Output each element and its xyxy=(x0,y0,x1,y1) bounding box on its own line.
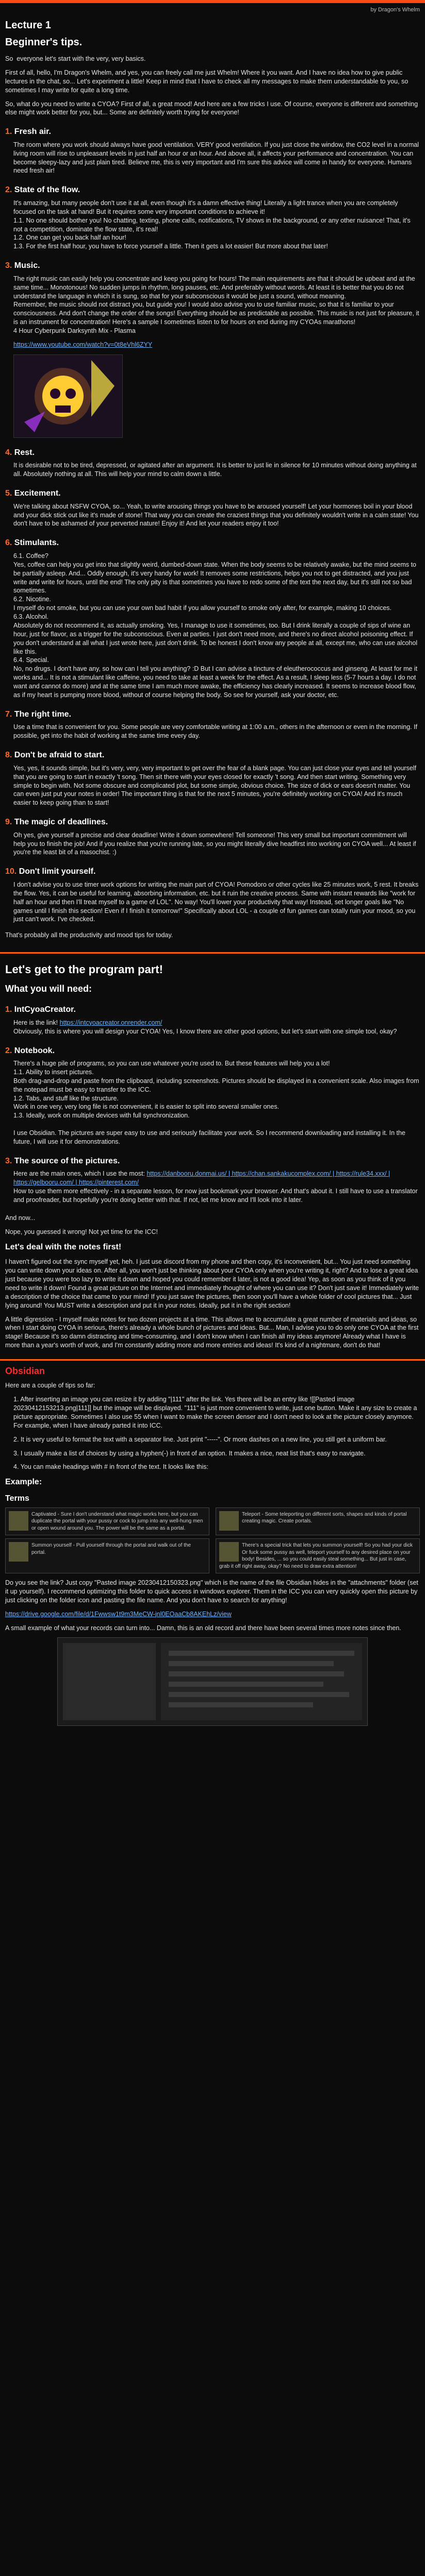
notes-title: Let's deal with the notes first! xyxy=(5,1242,122,1251)
terms-example xyxy=(5,1493,420,1573)
section-9 xyxy=(5,817,420,828)
image-sources-links[interactable]: https://danbooru.donmai.us/ | https://chan.sankakucomplex.com/ | https://rule34.xxx/ | https://gelbooru.com/ | https://pinterest.com/ xyxy=(13,1170,390,1187)
section-title: Don't limit yourself. xyxy=(19,867,96,876)
item-number: 3. xyxy=(5,1156,12,1165)
item-number: 1. xyxy=(5,1005,12,1014)
term-card xyxy=(216,1507,420,1536)
item-title: The source of the pictures. xyxy=(14,1156,120,1165)
section-number: 8. xyxy=(5,751,12,760)
top-bar xyxy=(0,3,425,19)
skull-artwork-icon xyxy=(14,355,122,437)
section-1 xyxy=(5,126,420,138)
obsidian-tip: 4. You can make headings with # in front of the text. It looks like this: xyxy=(13,1463,208,1471)
section-text: The right music can easily help you concentrate and keep you going for hours! The main requirements are that it should be upbeat and at the same time... Monotonous! No sudden jumps in rhythm, long pauses, etc. And preferably without words. At least it is better that you do not understand the language in which it is sung, so that for your subconscious it would be just a sound, without meaning. Remember, the music should not distract you, but guide you! I would also advise you to use familiar music, so that it is familiar to your consciousness. And don't change the order of the songs! Everything should be as predictable as possible. This music is not just for pleasure, it is an instrument for concentration! Here's a sample I sometimes listen to for hours on end during my CYOAs marathons! 4 Hour Cyberpunk Darksynth Mix - Plasma xyxy=(13,275,419,335)
item-text xyxy=(13,1170,420,1205)
intro-3: So, what do you need to write a CYOA? First of all, a great mood! And here are a few tricks I use. Of course, everyone is different and something else might work better for you, but... Some are definitely worth trying for everyone! xyxy=(5,100,418,116)
notes-text-2: A little digression - I myself make notes for two dozen projects at a time. This allows me to accumulate a great number of materials and ideas, so when I start doing CYOA in serious, there's already a whole bunch of pictures and ideas. But... Man, I advise you to do only one CYOA at the first stage! Because it's so damn distracting and time-consuming, and I don't know when I can finish all my ideas anymore! Already what I have is more than a year's worth of work, and I'm constantly adding more and more entries and ideas! It's kind of a nightmare, don't do that! xyxy=(5,1315,419,1349)
term-card xyxy=(5,1507,209,1536)
item-text-2: Obviously, this is where you will design your CYOA! Yes, I know there are other good options, but let's start with one simple tool, okay? xyxy=(13,1027,397,1035)
section-3 xyxy=(5,260,420,272)
intro-1: So everyone let's start with the very, very basics. xyxy=(5,55,146,62)
section-text: I don't advise you to use timer work options for writing the main part of CYOA! Pomodoro or other cycles like 25 minutes work, 5 rest. It breaks the flow. Yes, it can be useful for learning, absorbing information, etc. but it ruin the creative process. Same with instant rewards like "work for half an hour and then I'll treat myself to a game of LOL". No way! You'll lower your productivity that way! Instead, set longer goals like "No games until I finish this section! Even if I finish it tomorrow!" Specifically about LOL - a couple of fun games can totally ruin your mood, so you just can't work. I've checked. xyxy=(13,880,420,923)
program-item-3 xyxy=(5,1156,420,1167)
section-heading xyxy=(5,126,420,138)
section-number: 5. xyxy=(5,489,12,498)
section-number: 9. xyxy=(5,818,12,827)
term-card-text: There's a special trick that lets you summon yourself! So you had your dick Or fuck some pussy as well, teleport yourself to any desired place on your body! Besides, ... so you could easily steal something... But just in case, grab it off right away, okay? No need to draw extra attention! xyxy=(219,1543,413,1569)
section-4 xyxy=(5,447,420,459)
section-divider xyxy=(0,1359,425,1361)
notes-text: I haven't figured out the sync myself yet, heh. I just use discord from my phone and then copy, it's inconvenient, but... You just need something you can write down your ideas on. After all, you won't just be thinking about your CYOA only when you're writing it, right? And to lose a great idea just because you were too lazy to write it down and hoped you could remember it later, is not a good idea! Yep, as soon as you think of it you need to write it down! Found a great picture on the Internet and immediately thought of where you can use it? Don't just save it! Immediately write a description of the choice that came to your mind! If you just save the pictures, then soon you'll have a whole folder of cool pictures that... Just lying around! You MUST write a description and put it in your notes. Ideally, put it in the right section! xyxy=(5,1258,419,1309)
item-heading xyxy=(5,1045,420,1057)
drive-link[interactable] xyxy=(5,1610,420,1619)
term-card xyxy=(216,1538,420,1573)
and-now-text: And now... xyxy=(5,1214,36,1222)
section-heading xyxy=(5,866,420,877)
section-number: 1. xyxy=(5,127,12,137)
item-number: 2. xyxy=(5,1046,12,1055)
section-number: 2. xyxy=(5,185,12,195)
lecture-subtitle: Beginner's tips. xyxy=(5,37,83,48)
term-card-text: Teleport - Some teleporting on different sorts, shapes and kinds of portal creating magic. Create portals. xyxy=(242,1511,407,1524)
author-label: by Dragon's Whelm xyxy=(370,7,420,13)
obsidian-banner xyxy=(5,1365,420,1377)
item-title: IntCyoaCreator. xyxy=(14,1005,76,1014)
section-heading xyxy=(5,184,420,196)
link-note: Do you see the link? Just copy "Pasted image 20230412150323.png" which is the name of the file Obsidian hides in the "attachments" folder (set it up yourself). I recommend optimizing this folder to quick access in windows explorer. Them in the ICC you can very quickly open this picture by just clicking on the folder icon and pasting the file name. And you don't have to search for anything! xyxy=(5,1579,418,1604)
section-number: 10. xyxy=(5,867,17,876)
section-title: Excitement. xyxy=(14,489,61,498)
section-title: Stimulants. xyxy=(14,538,59,548)
section-text: 6.1. Coffee? Yes, coffee can help you get into that slightly weird, dumbed-down state. When the body seems to be relatively awake, but the mind seems to be partially asleep. And... Oddly enough, it's very handy for work! It removes some restrictions, helps you not to get distracted, and you just write and write for hours, until the end! The only pity is that sometimes you have to redo some of the text the next day, but it's still not so bad sometimes. 6.2. Nicotine. I myself do not smoke, but you can use your own bad habit if you allow yourself to smoke only after, for example, making 10 choices. 6.3. Alcohol. Absolutely do not recommend it, as actually smoking. Yes, I manage to use it sometimes, too. But I drink literally a couple of sips of wine an hour, just for flavor, as a trigger for the subconscious. Even at parties. I just don't need more, and there's no direct alcohol poisoning effect. If you don't understand at all what I just wrote here, just don't drink. To be honest I don't know any people at all, except me, who can use alcohol like this. 6.4. Special. No, no drugs. I don't have any, so how can I tell you anything? :D But I can advise a tincture of eleutherococcus and ginseng. At least for me it works and... It is not a stimulant like caffeine, you need to take at least a week for the effect. As a result, I sleep less (5-7 hours a day. I do not want and cannot do more) and at the same time I am much more awake, the efficiency has clearly increased. It seems to increase blood flow, as if my heart is pumping more blood, without of course helping the body. So see for yourself, ask your doctor, etc. xyxy=(13,552,418,699)
terms-row-2 xyxy=(5,1538,420,1573)
intcyoa-link[interactable]: https://intcyoacreator.onrender.com/ xyxy=(59,1019,162,1026)
item-text xyxy=(13,1019,420,1036)
term-card-text: Captivated - Sure I don't understand what magic works here, but you can duplicate the portal with your pussy or cock to jump into any well-hung men or open wound around you. The power will be the same as a portal. xyxy=(31,1511,203,1531)
item-text-lead: Here is the link! xyxy=(13,1019,58,1026)
section-text: Oh yes, give yourself a precise and clear deadline! Write it down somewhere! Tell someone! This very small but important commitment will help you to finish the job! And if you realize that you're running late, so you might literally dive headfirst into working on CYOA well... At least if you're the least bit of a masochist. :) xyxy=(13,831,418,856)
section-title: The right time. xyxy=(14,709,72,719)
term-thumbnail xyxy=(9,1542,28,1562)
program-item-2 xyxy=(5,1045,420,1057)
section-text: It is desirable not to be tired, depressed, or agitated after an argument. It is better to just lie in silence for 10 minutes without doing anything at all. Absolutely nothing at all. This will help your mind to calm down a little. xyxy=(13,462,419,478)
obsidian-intro: Here are a couple of tips so far: xyxy=(5,1382,95,1389)
terms-row-1 xyxy=(5,1507,420,1536)
obsidian-tip: 1. After inserting an image you can resize it by adding "|111" after the link. Yes there will be an entry like ![[Pasted image 20230412153213.png|111]] but the image will be displayed. "111" is just more convenient to write, just one button. Make it any size to create a picture appropriate. Sometimes I also use 55 when I want to make the screen denser and I don't need to look at the picture closely anymore. For example, when I have already parted it into ICC. xyxy=(13,1396,417,1429)
section-7 xyxy=(5,709,420,720)
item-text-lead: Here are the main ones, which I use the most: xyxy=(13,1170,145,1178)
section-text: The room where you work should always have good ventilation. VERY good ventilation. If you just close the window, the CO2 level in a normal living room will rise to unpleasant levels in just half an hour or an hour. And above all, it affects your performance and concentration. You can become sleepy-lazy and just plain tired. Believe me, this is very important and I'm sure this advice will come in handy for everyone. Humans need fresh air! xyxy=(13,141,421,175)
lecture-title: Lecture 1 xyxy=(5,20,51,31)
item-heading xyxy=(5,1004,420,1015)
outro-text: That's probably all the productivity and mood tips for today. xyxy=(5,931,173,939)
section-number: 3. xyxy=(5,261,12,270)
section-5 xyxy=(5,488,420,499)
nope-text: Nope, you guessed it wrong! Not yet time for the ICC! xyxy=(5,1228,158,1235)
drive-note: A small example of what your records can turn into... Damn, this is an old record and there have been several times more notes since then. xyxy=(5,1624,401,1632)
program-item-1 xyxy=(5,1004,420,1015)
section-title: State of the flow. xyxy=(14,185,80,195)
section-text: We're talking about NSFW CYOA, so... Yeah, to write arousing things you have to be aroused yourself! Let your hormones boil in your blood and your dick stick out like it's made of stone! That way you can create the craziest things that you definitely wouldn't write in a calm state! You don't have to be ashamed of your perverted nature! Enjoy it! And let your readers enjoy it too! xyxy=(13,502,420,528)
section-heading xyxy=(5,750,420,761)
section-title: Fresh air. xyxy=(14,127,51,137)
term-thumbnail xyxy=(219,1511,239,1531)
obsidian-tips xyxy=(13,1395,420,1471)
example-label: Example: xyxy=(5,1478,42,1487)
section-text: It's amazing, but many people don't use it at all, even though it's a damn effective thing! Literally a light trance when you are completely focused on the task at hand! But it requires some very important conditions to achieve it! 1.1. No one should bother you! No chatting, texting, phone calls, notifications, TV shows in the background, or any other nuisance! That, it's not a competition, dominate the flow state, it's real! 1.2. One can get you back half an hour! 1.3. For the first half hour, you have to force yourself a little. Then it gets a lot easier! But more about that later! xyxy=(13,199,411,250)
section-10 xyxy=(5,866,420,877)
obsidian-tip: 3. I usually make a list of choices by using a hyphen(-) in front of an option. It makes a nice, neat list that's easy to navigate. xyxy=(13,1449,366,1457)
section-title: The magic of deadlines. xyxy=(14,818,108,827)
section-text: Yes, yes, it sounds simple, but it's very, very, very important to get over the fear of a blank page. You can just close your eyes and tell yourself that you are going to start in exactly 't song. Then sit there with your eyes closed for exactly 't song. And then start writing. Something very simple to begin with. Not some obscure and complicated plot, but some simple, obvious choice. The size of dick or ears doesn't matter. You can even just put your notes in order! The important thing is that for the next 5 minutes, you're definitely working on CYOA! And it's much easier to keep going than to start! xyxy=(13,764,418,807)
tips-sections xyxy=(0,126,425,924)
music-link-text[interactable]: https://www.youtube.com/watch?v=0t8eVhl6ZYY xyxy=(13,341,153,348)
section-heading xyxy=(5,709,420,720)
terms-heading: Terms xyxy=(5,1494,29,1503)
section-number: 6. xyxy=(5,538,12,548)
section-title: Music. xyxy=(14,261,40,270)
section-heading xyxy=(5,488,420,499)
section-title: Rest. xyxy=(14,448,35,457)
obsidian-title: Obsidian xyxy=(5,1366,45,1377)
term-card xyxy=(5,1538,209,1573)
section-heading xyxy=(5,447,420,459)
section-8 xyxy=(5,750,420,761)
section-title: Don't be afraid to start. xyxy=(14,751,105,760)
section-divider xyxy=(0,952,425,954)
drive-link-text[interactable]: https://drive.google.com/file/d/1Fwwsw1t9m3MeCW-jnl0EOaaCb8AKEhLz/view xyxy=(5,1610,232,1618)
section-heading xyxy=(5,537,420,549)
item-text-2: How to use them more effectively - in a separate lesson, for now just bookmark your browser. And that's about it. I still have to use a translator and proofreader, but hopefully you're doing better with that. If not, let me know and I'll look into it later. xyxy=(13,1188,418,1204)
section-2 xyxy=(5,184,420,196)
section-number: 7. xyxy=(5,709,12,719)
item-heading xyxy=(5,1156,420,1167)
what-you-need-title: What you will need: xyxy=(5,983,92,994)
intro-2: First of all, hello, I'm Dragon's Whelm, and yes, you can freely call me just Whelm! Where it you want. And I have no idea how to give public lectures in the chat, so... Let's experiment a little! Keep in mind that I have to check all my messages to make them understandable to you, so sometimes I may write for quite a long time. xyxy=(5,69,408,94)
obsidian-tip: 2. It is very useful to format the text with a separator line. Just print "-----". Or more dashes on a new line, you still get a uniform bar. xyxy=(13,1435,387,1443)
section-text: Use a time that is convenient for you. Some people are very comfortable writing at 1:00 a.m., others in the afternoon or even in the morning. If possible, get into the habit of working at the same time every day. xyxy=(13,723,419,740)
section-heading xyxy=(5,817,420,828)
music-thumbnail xyxy=(13,354,123,438)
term-thumbnail xyxy=(9,1511,28,1531)
notes-screenshot-image xyxy=(57,1637,368,1726)
term-thumbnail xyxy=(219,1542,239,1562)
section-number: 4. xyxy=(5,448,12,457)
item-text: There's a huge pile of programs, so you can use whatever you're used to. But these features will help you a lot! 1.1. Ability to insert pictures. Both drag-and-drop and paste from the clipboard, including screenshots. Pictures should be displayed in a convenient scale. Also images from the notepad must be easy to transfer to the ICC. 1.2. Tabs, and stuff like the structure. Work in one very, very long file is not convenient, it is easier to split into several smaller ones. 1.3. Ideally, work on multiple devices with full synchronization. I use Obsidian. The pictures are super easy to use and seriously facilitate your work. So I recommend downloading and installing it. In the future, I will use it for demonstrations. xyxy=(13,1060,419,1145)
music-link[interactable] xyxy=(13,341,420,349)
term-card-text: Summon yourself - Pull yourself through the portal and walk out of the portal. xyxy=(31,1543,191,1555)
section-6 xyxy=(5,537,420,549)
item-title: Notebook. xyxy=(14,1046,55,1055)
program-title: Let's get to the program part! xyxy=(5,963,163,976)
notes-screenshot-icon xyxy=(58,1638,367,1725)
section-heading xyxy=(5,260,420,272)
